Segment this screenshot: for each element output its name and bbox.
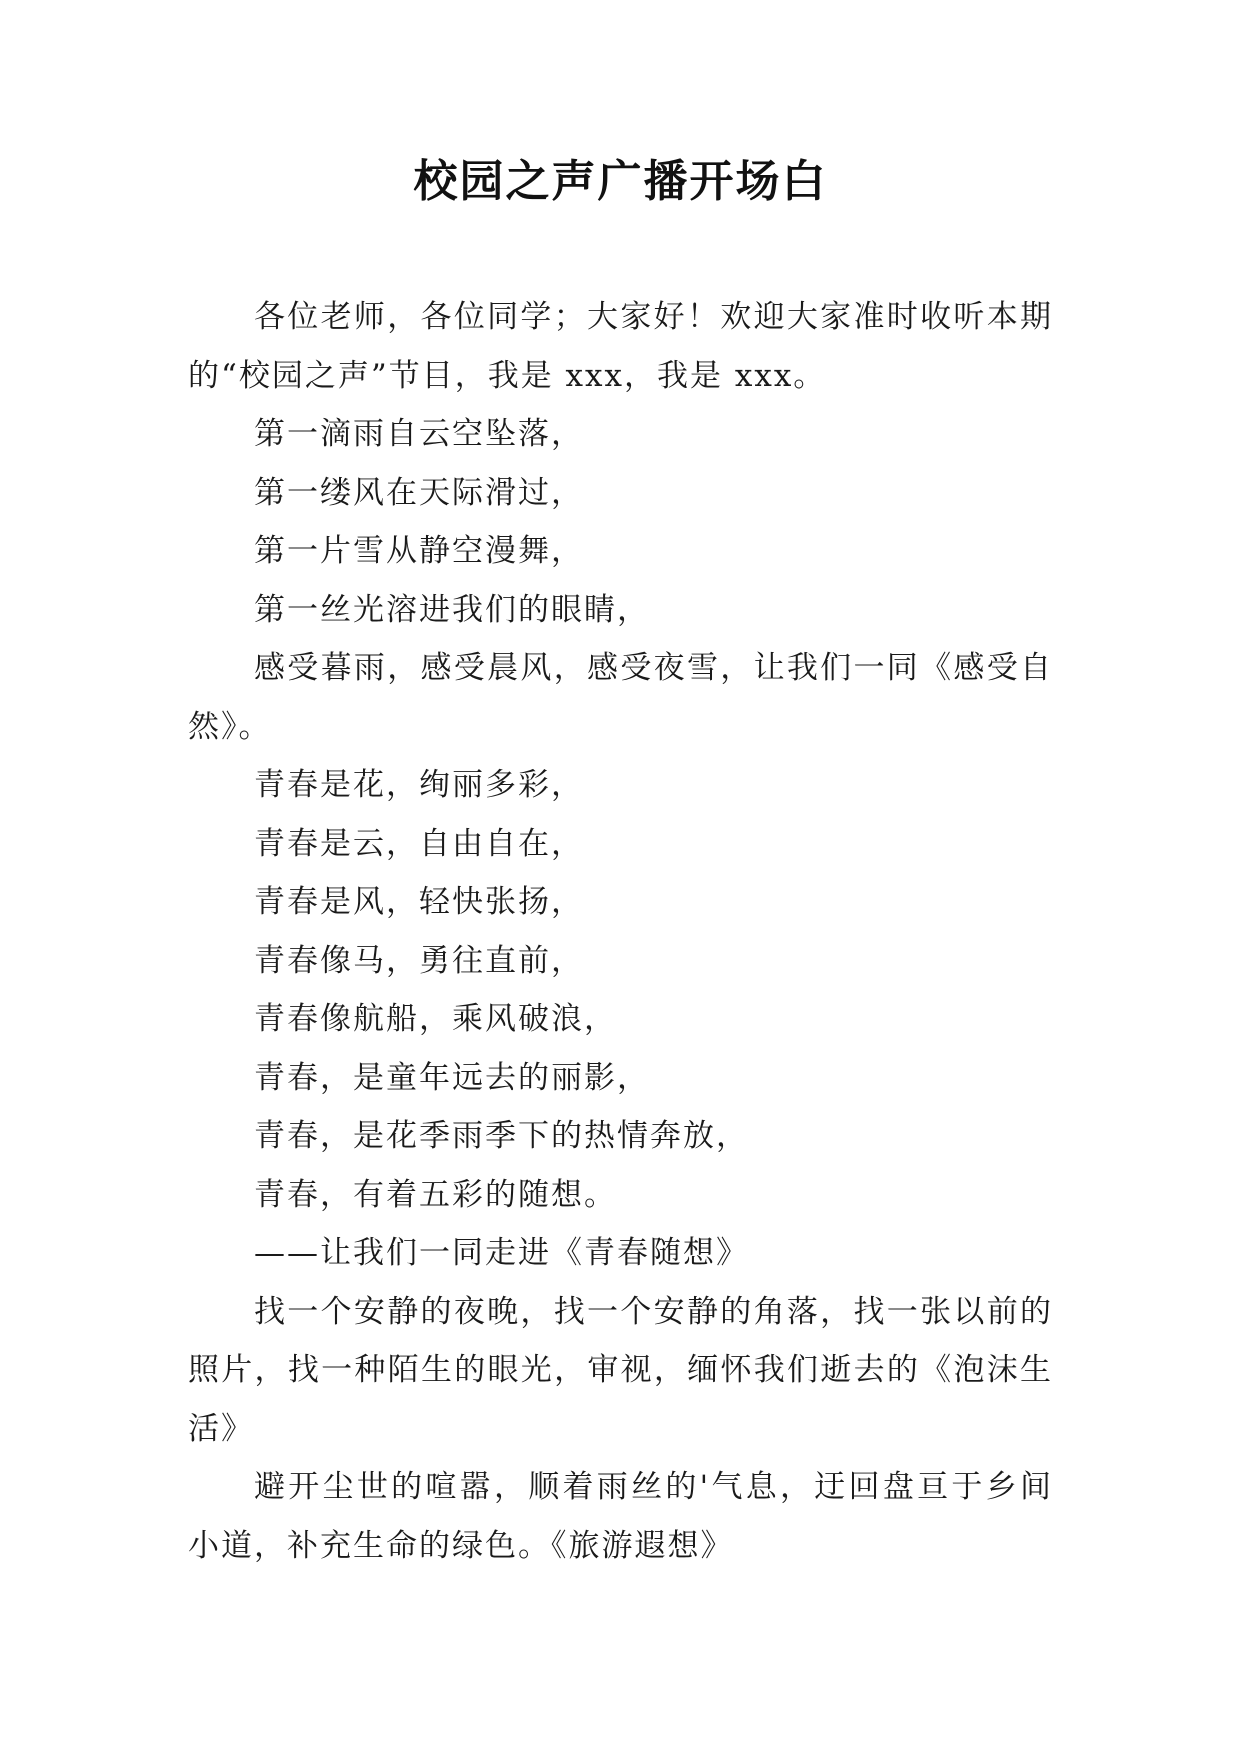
paragraph-line: 第一丝光溶进我们的眼睛， xyxy=(254,591,650,628)
paragraph-line: 找一个安静的夜晚，找一个安静的角落，找一张以前的照片，找一种陌生的眼光，审视，缅怀我们逝去的《泡沫生活》 xyxy=(188,1293,1053,1447)
paragraph-line: ——让我们一同走进《青春随想》 xyxy=(254,1235,749,1271)
paragraph-greeting: 各位老师，各位同学；大家好！欢迎大家准时收听本期的“校园之声”节目，我是 xxx，我是 xxx。 xyxy=(188,299,1053,394)
paragraph-line: 青春是花，绚丽多彩， xyxy=(254,767,584,803)
paragraph-line: 青春，有着五彩的随想。 xyxy=(254,1176,617,1213)
document-title: 校园之声广播开场白 xyxy=(413,156,828,207)
paragraph-line: 青春是云，自由自在， xyxy=(254,825,584,862)
paragraph-line: 感受暮雨，感受晨风，感受夜雪，让我们一同《感受自然》。 xyxy=(188,650,1053,745)
paragraph-line: 青春是风，轻快张扬， xyxy=(254,884,584,920)
paragraph-line: 第一缕风在天际滑过， xyxy=(254,474,584,511)
paragraph-line: 青春，是童年远去的丽影， xyxy=(254,1059,650,1096)
paragraph-line: 第一片雪从静空漫舞， xyxy=(254,533,584,569)
paragraph-line: 青春像马，勇往直前， xyxy=(254,942,584,979)
document-body xyxy=(188,288,1053,1575)
paragraph-line: 避开尘世的喧嚣，顺着雨丝的'气息，迂回盘亘于乡间小道，补充生命的绿色。《旅游遐想》 xyxy=(188,1469,1053,1564)
paragraph-line: 青春像航船，乘风破浪， xyxy=(254,1001,617,1037)
paragraph-line: 青春，是花季雨季下的热情奔放， xyxy=(254,1118,749,1154)
paragraph-line: 第一滴雨自云空坠落， xyxy=(254,416,584,452)
